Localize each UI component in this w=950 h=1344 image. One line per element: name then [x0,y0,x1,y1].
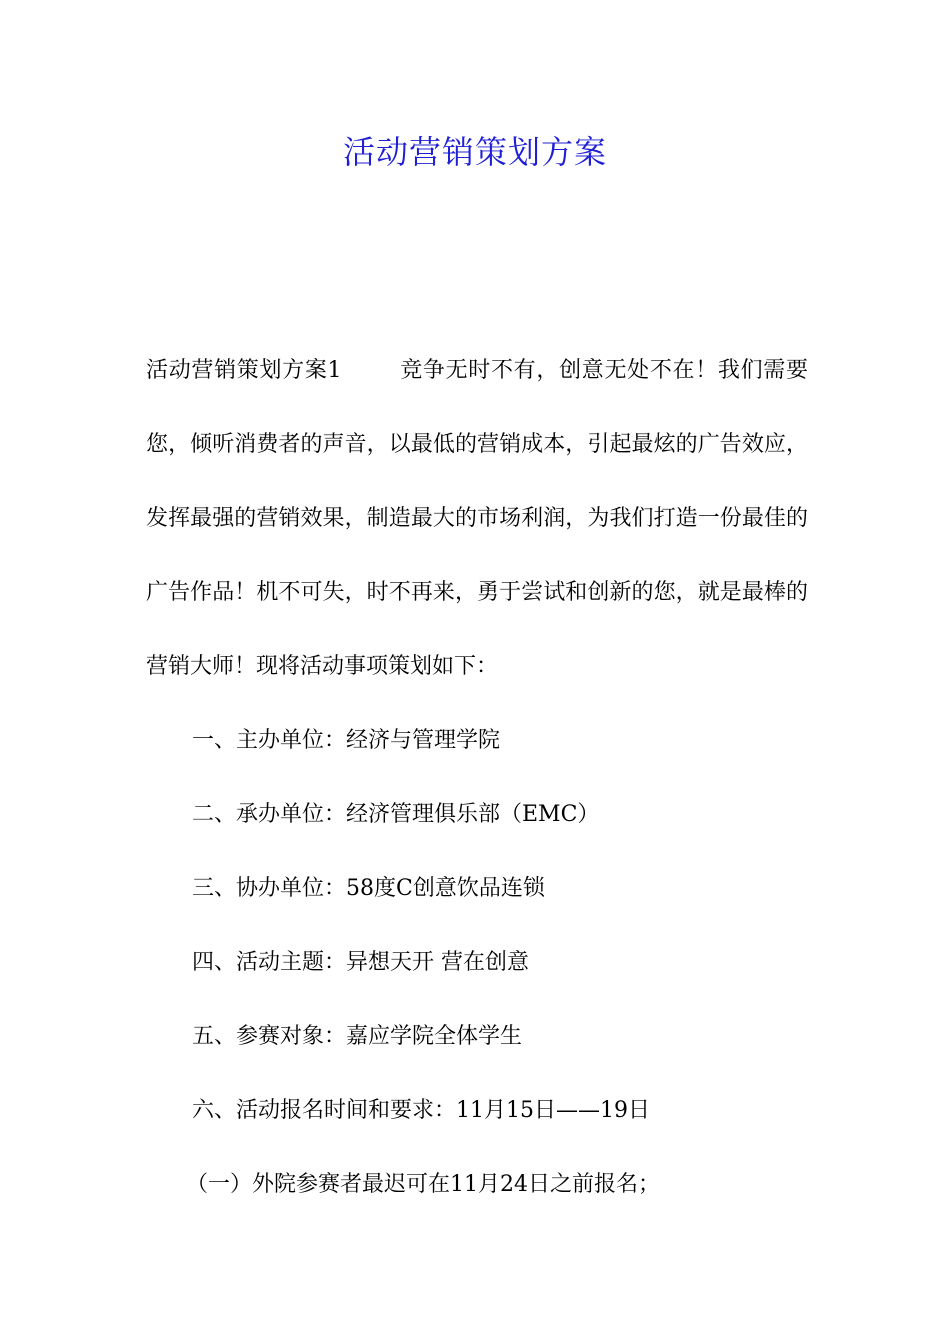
list-item: （一）外院参赛者最迟可在11月24日之前报名； [186,1172,660,1197]
list-item: 三、协办单位：58度C创意饮品连锁 [192,876,545,901]
intro-paragraph [146,334,808,704]
list-item: 四、活动主题：异想天开 营在创意 [192,950,529,975]
list-item: 二、承办单位：经济管理俱乐部（EMC） [192,802,600,827]
item-list [146,704,808,1222]
list-item: 五、参赛对象：嘉应学院全体学生 [192,1024,523,1049]
list-item: 六、活动报名时间和要求：11月15日——19日 [192,1098,650,1123]
intro-lead: 活动营销策划方案1 [146,358,342,383]
list-item: 一、主办单位：经济与管理学院 [192,728,501,753]
intro-text: 竞争无时不有，创意无处不在！我们需要您，倾听消费者的声音，以最低的营销成本，引起最炫的广告效应，发挥最强的营销效果，制造最大的市场利润，为我们打造一份最佳的广告作品！机不可失，时不再来，勇于尝试和创新的您，就是最棒的营销大师！现将活动事项策划如下： [146,358,808,679]
document-title: 活动营销策划方案 [342,133,607,171]
